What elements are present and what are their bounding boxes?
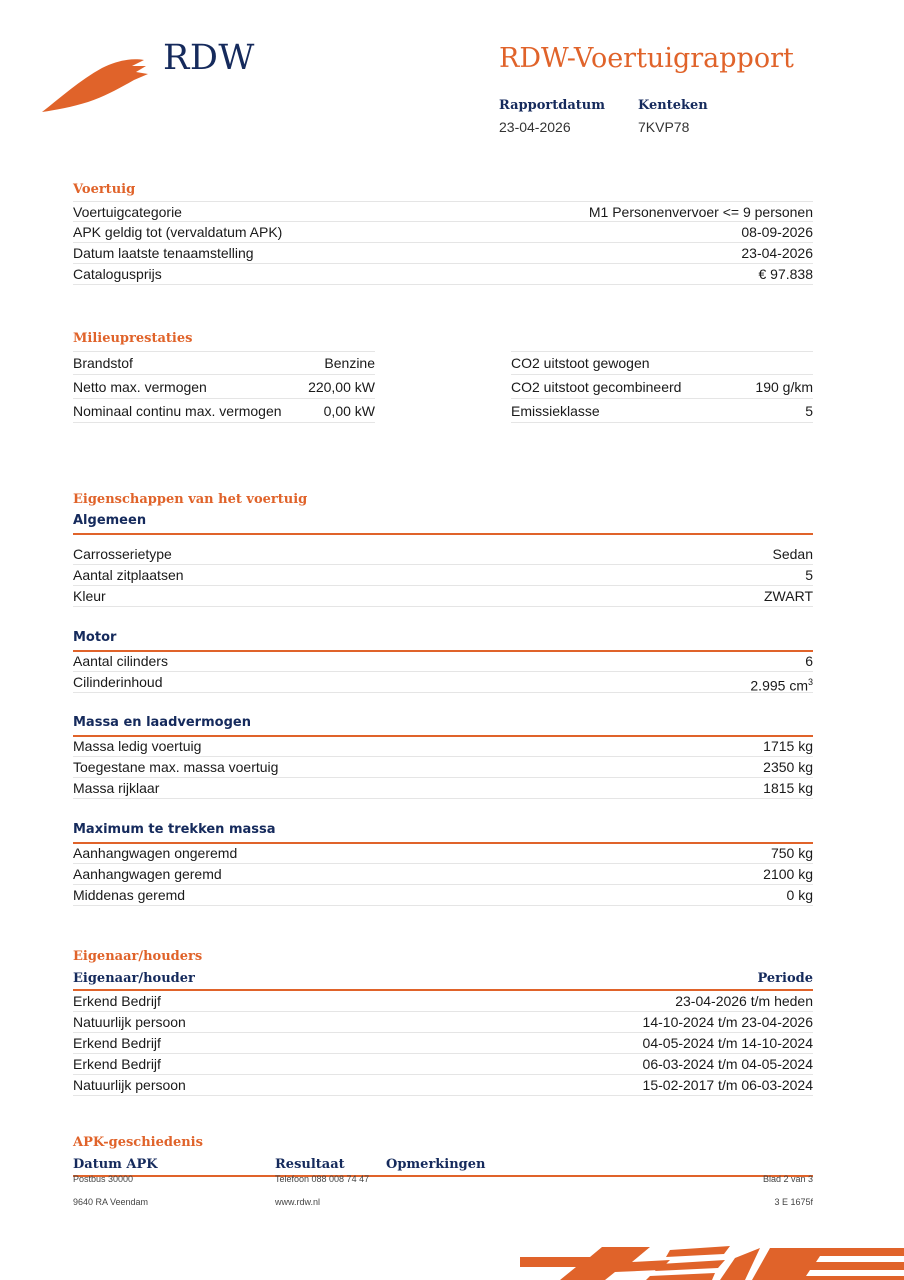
row-value: 750 kg [770,845,813,861]
table-row [73,375,813,399]
row-value: Benzine [324,355,375,371]
table-row [73,351,813,375]
row-value [750,672,813,696]
table-row [73,243,813,264]
massa-table [73,736,813,799]
section-eigenschappen-title: Eigenschappen van het voertuig [73,492,308,507]
table-row [73,264,813,285]
row-value: 15-02-2017 t/m 06-03-2024 [642,1077,813,1093]
table-row [73,672,813,693]
row-label: APK geldig tot (vervaldatum APK) [73,224,283,240]
row-label: Aanhangwagen geremd [73,866,222,882]
rdw-stripes-icon [520,1240,904,1280]
col-result-header: Resultaat [275,1157,345,1172]
row-value: 14-10-2024 t/m 23-04-2026 [642,1014,813,1030]
col-period-header: Periode [757,971,813,986]
table-row [73,544,813,565]
row-value: ZWART [764,588,813,604]
row-label: Aanhangwagen ongeremd [73,845,238,861]
row-value: 06-03-2024 t/m 04-05-2024 [642,1056,813,1072]
footer-code: 3 E 1675f [774,1197,813,1207]
algemeen-table [73,544,813,607]
row-label: Erkend Bedrijf [73,1035,161,1051]
row-label: Cilinderinhoud [73,674,163,690]
table-row [73,1033,813,1054]
section-voertuig-title: Voertuig [73,182,136,197]
col-remarks-header: Opmerkingen [386,1157,486,1172]
row-label: CO2 uitstoot gewogen [511,355,650,371]
table-row [73,399,813,423]
row-value: 220,00 kW [308,379,375,395]
row-value: 1815 kg [763,780,813,796]
owner-table [73,991,813,1096]
footer-web: www.rdw.nl [275,1197,321,1207]
row-label: Voertuigcategorie [73,204,182,220]
row-label: Nominaal continu max. vermogen [73,403,282,419]
subhead-algemeen: Algemeen [73,513,813,535]
table-row [73,757,813,778]
row-value: 0 kg [786,887,813,903]
row-value: 08-09-2026 [741,224,813,240]
row-value: 23-04-2026 t/m heden [675,993,813,1009]
footer-city: 9640 RA Veendam [73,1197,149,1207]
subhead-massa: Massa en laadvermogen [73,715,813,737]
table-row [73,1075,813,1096]
row-label: Natuurlijk persoon [73,1014,186,1030]
value-text: 2.995 cm [750,677,808,694]
table-row [73,565,813,586]
row-value: 5 [805,403,813,419]
row-value: 190 g/km [755,379,813,395]
table-row [73,222,813,243]
row-value: 6 [805,653,813,669]
motor-table [73,651,813,693]
voertuig-table [73,201,813,285]
rapportdatum-label: Rapportdatum [499,98,605,113]
row-label: CO2 uitstoot gecombineerd [511,379,682,395]
row-value: 04-05-2024 t/m 14-10-2024 [642,1035,813,1051]
table-row [73,864,813,885]
table-row [73,778,813,799]
table-row [73,736,813,757]
section-milieu-title: Milieuprestaties [73,331,193,346]
row-value: Sedan [772,546,813,562]
superscript: 3 [807,677,813,687]
row-label: Netto max. vermogen [73,379,207,395]
trekken-table [73,843,813,906]
table-row [73,1054,813,1075]
table-row [73,201,813,222]
row-value: 5 [805,567,813,583]
footer-page: Blad 2 van 3 [762,1174,813,1184]
row-label: Datum laatste tenaamstelling [73,245,254,261]
row-label: Massa ledig voertuig [73,738,202,754]
section-eigenaar-title: Eigenaar/houders [73,949,203,964]
col-owner-header: Eigenaar/houder [73,971,195,986]
owner-table-header [73,969,813,991]
row-label: Erkend Bedrijf [73,1056,161,1072]
row-value: 23-04-2026 [741,245,813,261]
row-label: Toegestane max. massa voertuig [73,759,279,775]
row-value: 0,00 kW [323,403,375,419]
row-label: Carrosserietype [73,546,172,562]
subhead-motor: Motor [73,630,813,652]
table-row [73,1012,813,1033]
section-apk-title: APK-geschiedenis [73,1135,203,1150]
table-row [73,843,813,864]
row-value: 1715 kg [763,738,813,754]
row-value: 2350 kg [763,759,813,775]
table-row [73,586,813,607]
row-value: € 97.838 [758,266,813,282]
row-label: Catalogusprijs [73,266,162,282]
footer-postbus: Postbus 30000 [73,1174,134,1184]
row-label: Natuurlijk persoon [73,1077,186,1093]
row-label: Erkend Bedrijf [73,993,161,1009]
row-label: Kleur [73,588,106,604]
col-date-header: Datum APK [73,1157,158,1172]
table-row [73,991,813,1012]
row-label: Emissieklasse [511,403,600,419]
row-value: M1 Personenvervoer <= 9 personen [588,204,813,220]
row-label: Brandstof [73,355,133,371]
logo-text: RDW [163,38,255,78]
row-label: Aantal zitplaatsen [73,567,184,583]
subhead-trekken: Maximum te trekken massa [73,822,813,844]
row-value: 2100 kg [763,866,813,882]
table-row [73,651,813,672]
apk-table-header [73,1155,813,1177]
row-label: Aantal cilinders [73,653,168,669]
kenteken-value: 7KVP78 [638,119,690,135]
footer-phone: Telefoon 088 008 74 47 [275,1174,370,1184]
report-title: RDW-Voertuigrapport [499,43,794,74]
row-label: Massa rijklaar [73,780,160,796]
rapportdatum-value: 23-04-2026 [499,119,571,135]
table-row [73,885,813,906]
row-label: Middenas geremd [73,887,186,903]
milieu-table [73,351,813,423]
kenteken-label: Kenteken [638,98,708,113]
